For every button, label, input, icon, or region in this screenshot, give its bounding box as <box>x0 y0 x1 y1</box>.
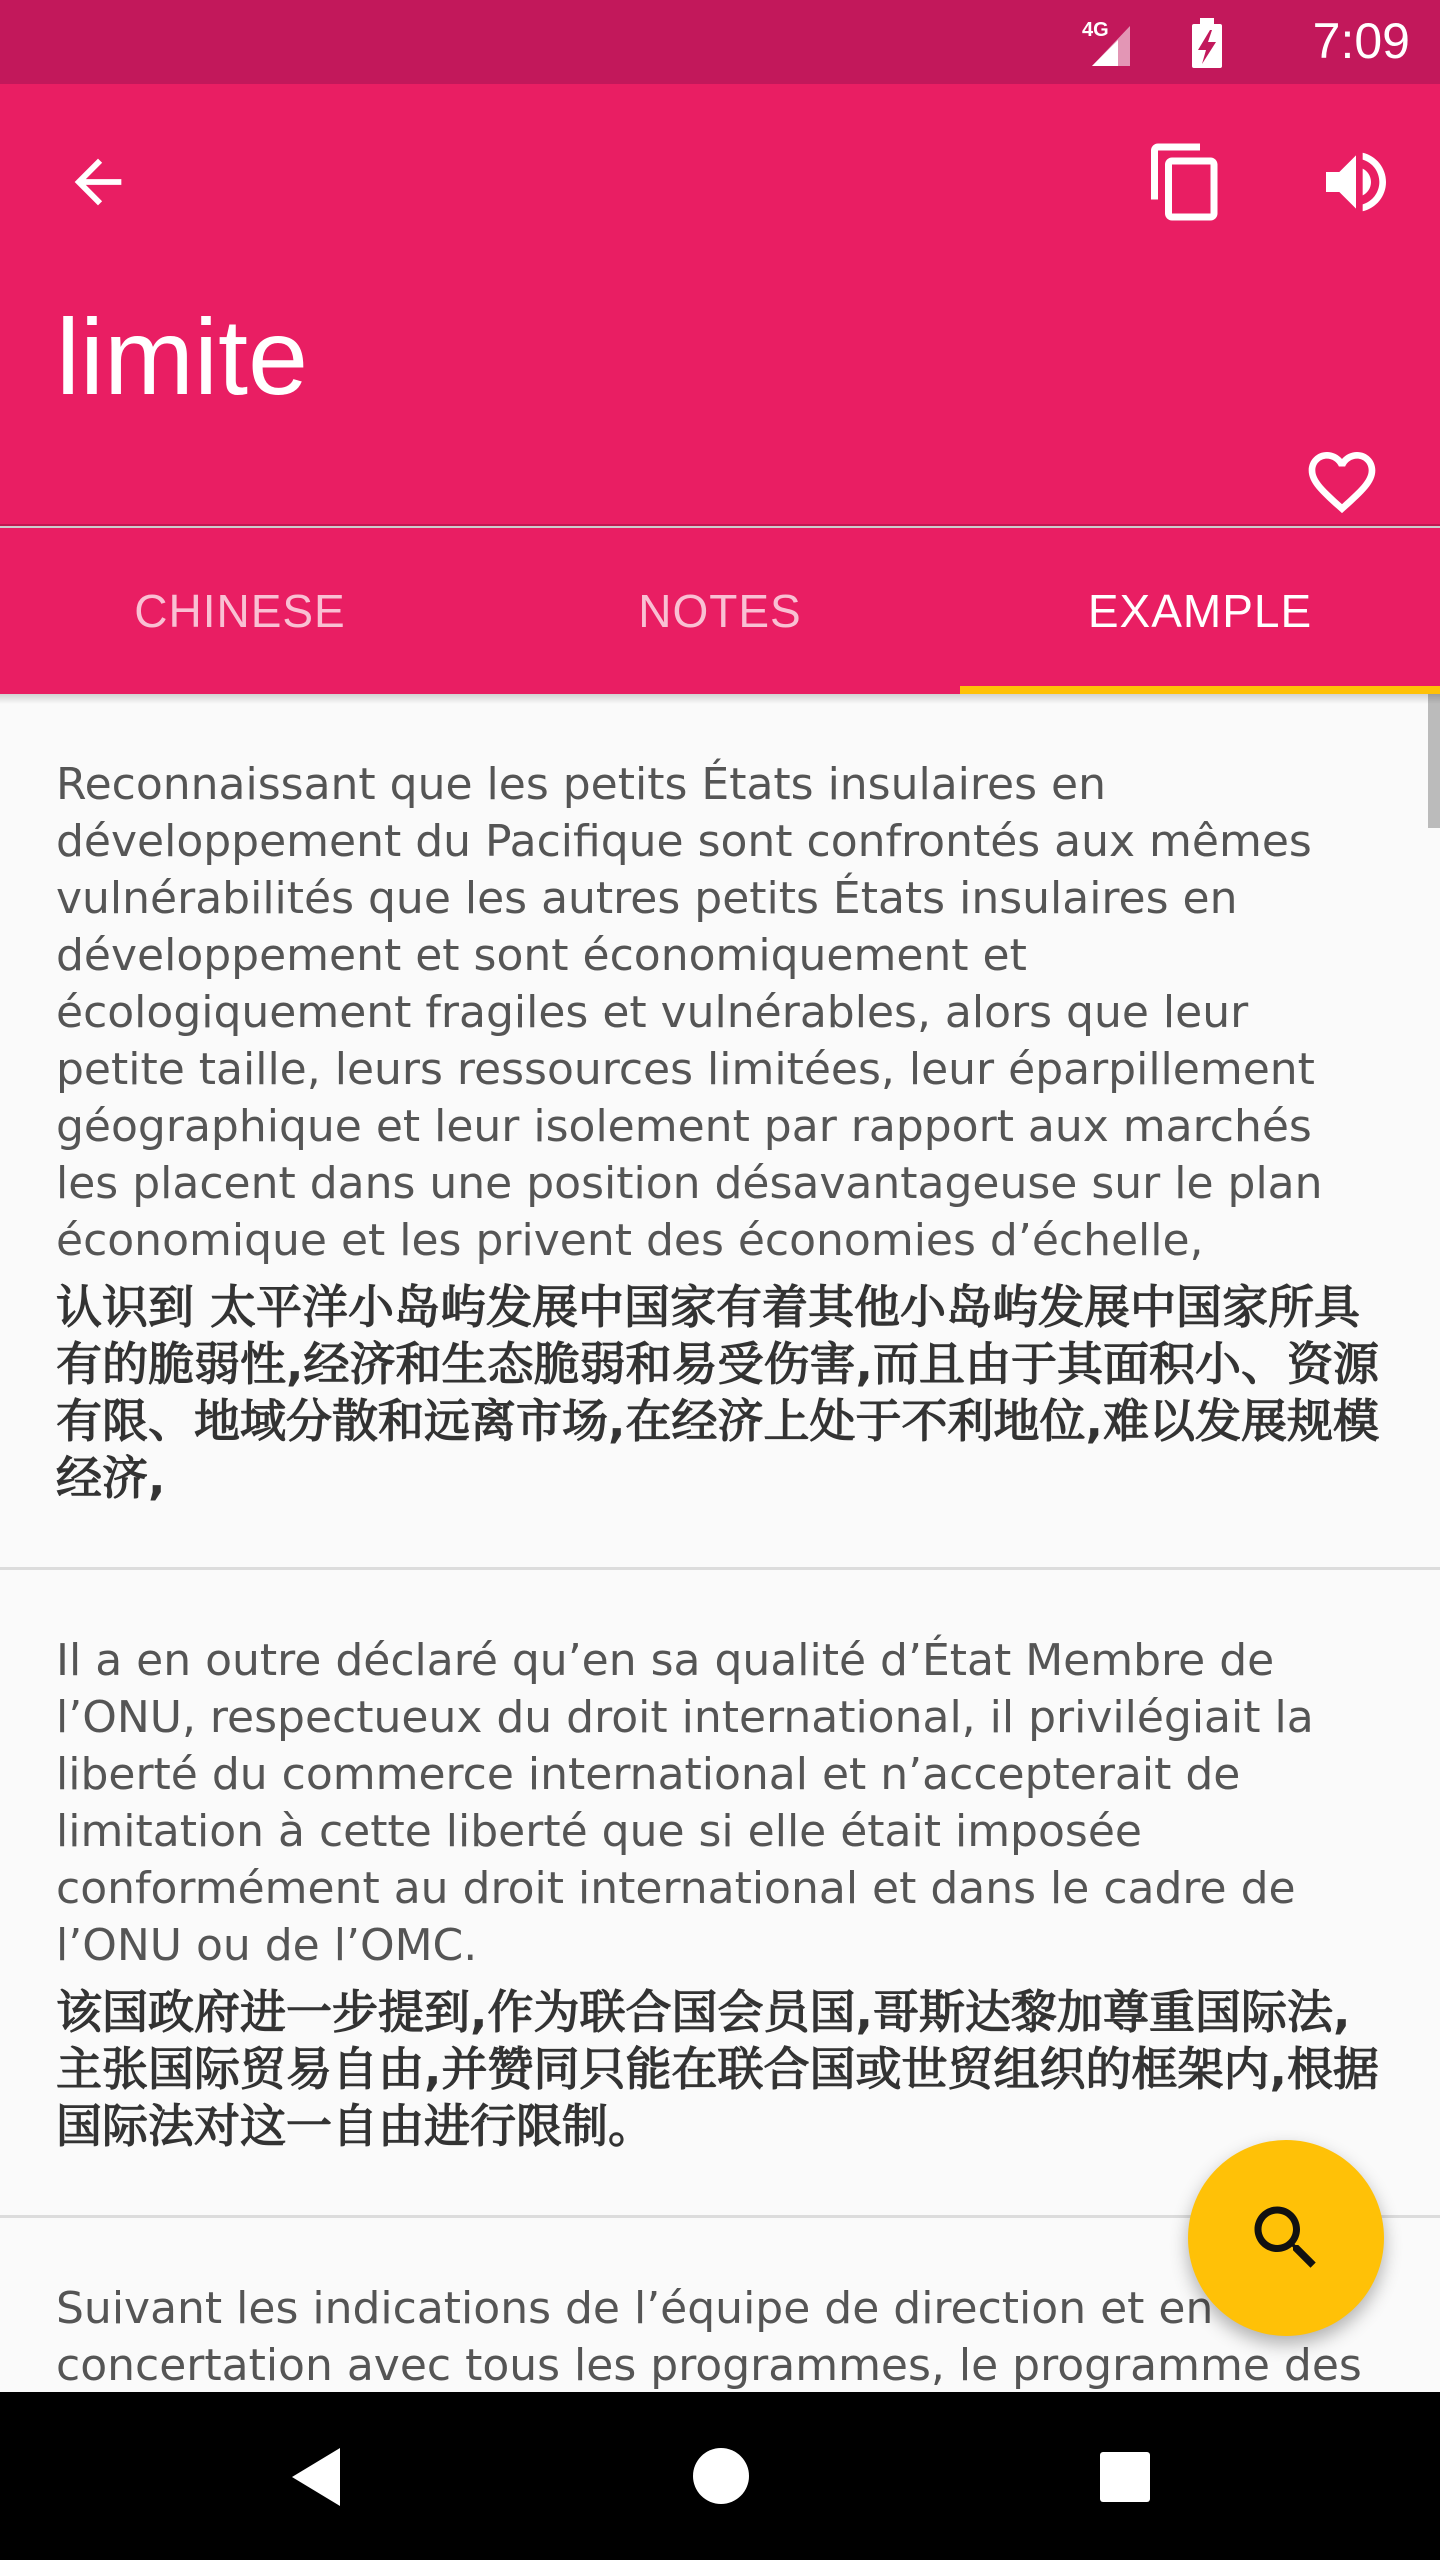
status-bar <box>0 0 1440 84</box>
copy-icon <box>1144 140 1228 224</box>
volume-icon <box>1316 142 1396 222</box>
scrollbar[interactable] <box>1428 694 1440 828</box>
network-type-label: 4G <box>1082 19 1109 41</box>
example-list[interactable] <box>0 694 1440 2392</box>
example-item <box>0 694 1440 1570</box>
heart-outline-icon <box>1302 442 1382 522</box>
search-icon <box>1244 2196 1328 2280</box>
back-arrow-icon <box>63 147 133 217</box>
example-french-text: Reconnaissant que les petits États insulaires en développement du Pacifique sont confrontés aux mêmes vulnérabilités que les autres petits États insulaires en développement et sont économiquement et écologiquement fragiles et vulnérables, alors que leur petite taille, leurs ressources limitées, leur éparpillement géographique et leur isolement par rapport aux marchés les placent dans une position désavantageuse sur le plan économique et les privent des économies d’échelle, <box>56 759 1323 1266</box>
battery-charging-icon <box>1192 18 1222 68</box>
navigation-bar <box>0 2392 1440 2560</box>
example-french-text: Suivant les indications de l’équipe de direction et en concertation avec tous les programmes, le programme des <box>56 2283 1362 2391</box>
example-chinese-text: 该国政府进一步提到,作为联合国会员国,哥斯达黎加尊重国际法,主张国际贸易自由,并赞同只能在联合国或世贸组织的框架内,根据国际法对这一自由进行限制。 <box>56 1985 1379 2153</box>
status-time: 7:09 <box>1312 13 1410 69</box>
nav-home-icon[interactable] <box>691 2446 751 2506</box>
app-bar <box>0 84 1440 526</box>
copy-button[interactable] <box>1138 134 1234 230</box>
tab-bar <box>0 528 1440 694</box>
back-button[interactable] <box>50 134 146 230</box>
example-item <box>0 1570 1440 2218</box>
nav-back-icon[interactable] <box>288 2446 344 2508</box>
example-french-text: Il a en outre déclaré qu’en sa qualité d’État Membre de l’ONU, respectueux du droit international, il privilégiait la liberté du commerce international et n’accepterait de limitation à cette liberté que si elle était imposée conformément au droit international et dans le cadre de l’ONU ou de l’OMC. <box>56 1635 1314 1971</box>
page-title: limite <box>56 296 309 417</box>
tab-notes[interactable]: NOTES <box>638 585 802 637</box>
status-icons <box>1082 14 1262 70</box>
signal-icon <box>1082 19 1130 66</box>
tab-shadow <box>0 694 1440 704</box>
tab-example[interactable]: EXAMPLE <box>960 528 1440 694</box>
favorite-button[interactable] <box>1294 434 1390 530</box>
speak-button[interactable] <box>1308 134 1404 230</box>
nav-recents-icon[interactable] <box>1098 2450 1152 2504</box>
search-fab-button[interactable] <box>1188 2140 1384 2336</box>
tab-chinese[interactable]: CHINESE <box>134 585 346 637</box>
example-chinese-text: 认识到 太平洋小岛屿发展中国家有着其他小岛屿发展中国家所具有的脆弱性,经济和生态脆弱和易受伤害,而且由于其面积小、资源有限、地域分散和远离市场,在经济上处于不利地位,难以发展规模经济, <box>56 1280 1379 1505</box>
